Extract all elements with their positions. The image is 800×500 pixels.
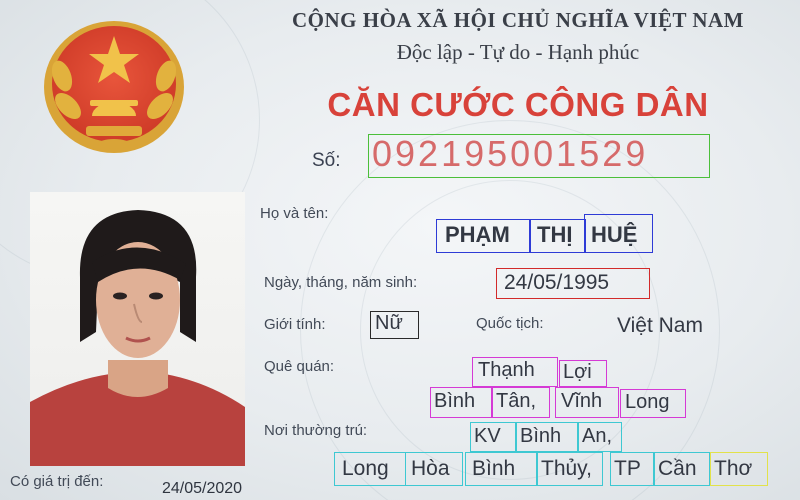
dob-value: 24/05/1995: [504, 271, 610, 294]
origin-word: Bình: [434, 390, 476, 412]
residence-word: An,: [582, 425, 613, 447]
residence-word: Cần: [658, 457, 697, 480]
portrait-photo: [30, 192, 245, 466]
origin-word: Vĩnh: [561, 390, 603, 412]
residence-word: Thủy,: [541, 457, 592, 480]
dob-label: Ngày, tháng, năm sinh:: [264, 274, 418, 291]
name-word: PHẠM: [445, 222, 510, 247]
residence-word: KV: [474, 425, 501, 447]
origin-label: Quê quán:: [264, 358, 335, 375]
card-title: CĂN CƯỚC CÔNG DÂN: [327, 86, 709, 123]
residence-word: Bình: [472, 457, 516, 480]
country-heading: CỘNG HÒA XÃ HỘI CHỦ NGHĨA VIỆT NAM: [291, 8, 745, 32]
expiry-label: Có giá trị đến:: [10, 473, 104, 490]
name-word: THỊ: [537, 222, 573, 247]
residence-word: Hòa: [411, 457, 450, 480]
motto-heading: Độc lập - Tự do - Hạnh phúc: [396, 40, 640, 64]
id-number: 092195001529: [372, 133, 649, 174]
origin-word: Lợi: [563, 361, 592, 383]
nationality-label: Quốc tịch:: [476, 315, 544, 332]
origin-word: Thạnh: [478, 359, 535, 381]
residence-word: Bình: [520, 425, 562, 447]
sex-value: Nữ: [375, 312, 403, 334]
name-word: HUỆ: [591, 222, 638, 247]
vietnam-national-emblem-icon: [40, 18, 188, 156]
residence-label: Nơi thường trú:: [264, 422, 368, 439]
person-portrait-icon: [30, 192, 245, 466]
name-label: Họ và tên:: [260, 205, 329, 222]
residence-word: TP: [614, 457, 641, 480]
origin-word: Tân,: [496, 390, 537, 412]
origin-word: Long: [625, 391, 670, 413]
id-number-label: Số:: [312, 150, 341, 171]
residence-word: Long: [342, 457, 389, 480]
residence-word: Thơ: [714, 457, 753, 480]
expiry-value: 24/05/2020: [162, 480, 243, 497]
nationality-value: Việt Nam: [617, 314, 703, 337]
sex-label: Giới tính:: [264, 316, 326, 333]
